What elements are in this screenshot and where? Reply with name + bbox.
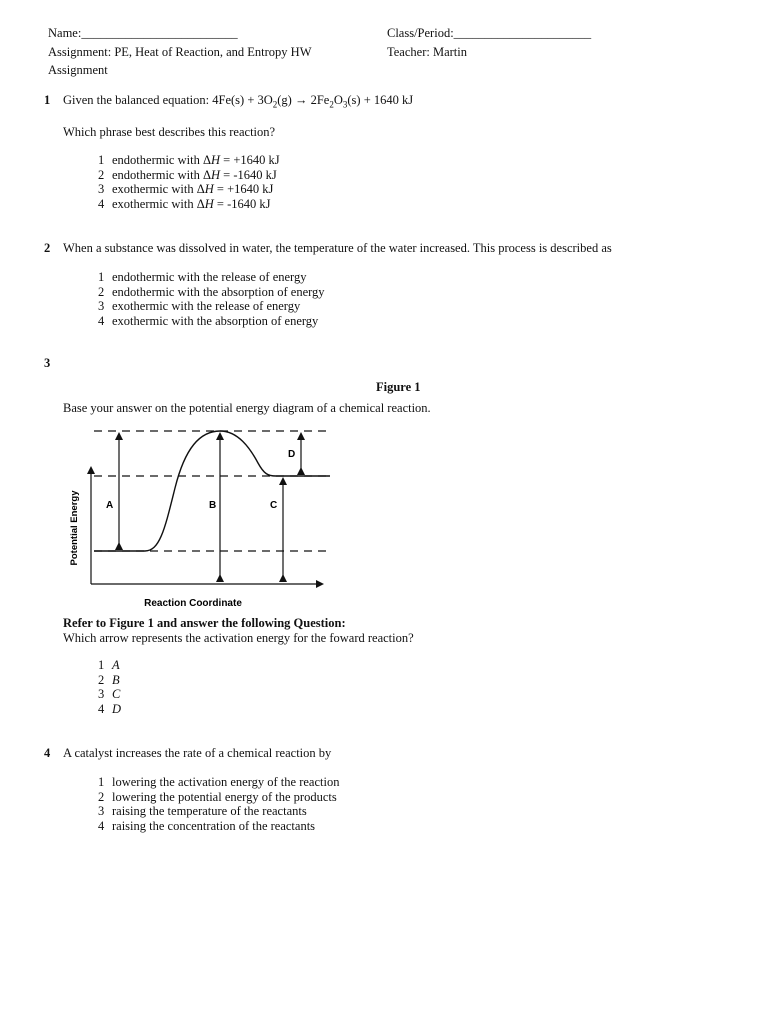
option-number: 1	[98, 775, 105, 789]
option-text: endothermic with Δ	[112, 153, 211, 167]
option-text: endothermic with the release of energy	[112, 270, 307, 284]
option-text: exothermic with Δ	[112, 196, 205, 211]
option-number: 3	[98, 804, 105, 818]
figure-caption: Base your answer on the potential energy diagram of a chemical reaction.	[63, 401, 431, 415]
option-text: C	[112, 687, 121, 701]
answer-option[interactable]	[98, 182, 273, 197]
option-number: 2	[98, 284, 105, 299]
answer-option[interactable]	[98, 153, 280, 168]
question-1-prompt: Which phrase best describes this reaction?	[63, 125, 276, 139]
option-number: 3	[98, 687, 105, 701]
option-number: 4	[98, 313, 105, 328]
answer-option[interactable]	[98, 299, 300, 314]
question-4-stem: A catalyst increases the rate of a chemical reaction by	[63, 746, 332, 760]
answer-option[interactable]	[98, 314, 318, 329]
option-text: exothermic with the release of energy	[112, 299, 301, 313]
answer-option[interactable]	[98, 285, 325, 300]
option-number: 4	[98, 196, 105, 211]
q1-stem-mid: (g) → 2Fe	[277, 93, 330, 107]
option-text: endothermic with Δ	[112, 167, 211, 182]
answer-option[interactable]	[98, 658, 120, 673]
question-3-stem: Which arrow represents the activation energy for the foward reaction?	[63, 631, 414, 645]
refer-to-figure: Refer to Figure 1 and answer the following Question:	[63, 616, 346, 630]
option-number: 1	[98, 270, 105, 284]
option-number: 3	[98, 299, 105, 313]
option-number: 2	[98, 672, 105, 687]
option-variable: H	[204, 196, 214, 211]
option-text: B	[112, 672, 120, 687]
option-text: exothermic with the absorption of energy	[112, 313, 319, 328]
label-b: B	[209, 500, 217, 511]
name-field	[48, 26, 238, 41]
option-variable: H	[204, 182, 214, 196]
label-d: D	[288, 449, 296, 460]
question-1-number: 1	[44, 93, 51, 107]
option-text: lowering the potential energy of the products	[112, 789, 337, 804]
option-number: 2	[98, 167, 105, 182]
y-axis-label: Potential Energy	[69, 490, 80, 566]
q1-sub-2: 2	[329, 99, 334, 110]
option-text: A	[112, 658, 120, 672]
class-period-label: Class/Period:	[387, 26, 454, 40]
name-blank: _________________________	[81, 26, 238, 40]
assignment-title-cont: Assignment	[48, 63, 108, 77]
question-2-number: 2	[44, 241, 51, 255]
q1-stem-prefix: Given the balanced equation: 4Fe(s) + 3O	[63, 93, 273, 107]
option-number: 3	[98, 182, 105, 196]
answer-option[interactable]	[98, 197, 270, 212]
q1-sub-3: 3	[342, 99, 348, 110]
question-4-number: 4	[44, 746, 51, 760]
teacher: Teacher: Martin	[387, 45, 467, 59]
option-number: 1	[98, 153, 105, 167]
question-3-number: 3	[44, 356, 51, 370]
answer-option[interactable]	[98, 673, 120, 688]
option-text-end: = +1640 kJ	[220, 153, 280, 167]
option-text: raising the temperature of the reactants	[112, 804, 307, 818]
question-1-stem	[63, 93, 413, 110]
answer-option[interactable]	[98, 804, 307, 819]
option-variable: H	[211, 167, 221, 182]
x-axis-label: Reaction Coordinate	[144, 598, 242, 609]
answer-option[interactable]	[98, 687, 120, 702]
potential-energy-diagram	[60, 418, 350, 613]
option-number: 2	[98, 789, 105, 804]
answer-option[interactable]	[98, 270, 306, 285]
answer-option[interactable]	[98, 775, 339, 790]
answer-option[interactable]	[98, 790, 337, 805]
option-variable: H	[211, 153, 221, 167]
option-number: 1	[98, 658, 105, 672]
question-2-stem: When a substance was dissolved in water, the temperature of the water increased. This process is described as	[63, 241, 612, 255]
option-text: raising the concentration of the reactants	[112, 818, 316, 833]
option-text: D	[112, 701, 122, 716]
q1-sub-1: 2	[272, 99, 278, 110]
assignment-title: Assignment: PE, Heat of Reaction, and Entropy HW	[48, 45, 312, 59]
q1-stem-mid2: O	[333, 93, 343, 107]
option-text-end: = +1640 kJ	[213, 182, 274, 196]
option-text: exothermic with Δ	[112, 182, 205, 196]
option-text: endothermic with the absorption of energy	[112, 284, 325, 299]
class-period-field	[387, 26, 591, 41]
answer-option[interactable]	[98, 702, 121, 717]
class-period-blank: ______________________	[453, 26, 592, 40]
name-label: Name:	[48, 26, 82, 40]
option-number: 4	[98, 818, 105, 833]
answer-option[interactable]	[98, 168, 277, 183]
option-text-end: = -1640 kJ	[213, 196, 271, 211]
option-text-end: = -1640 kJ	[220, 167, 277, 182]
label-a: A	[106, 500, 114, 511]
q1-stem-suffix: (s) + 1640 kJ	[347, 93, 414, 107]
label-c: C	[270, 500, 278, 511]
answer-option[interactable]	[98, 819, 315, 834]
option-text: lowering the activation energy of the reaction	[112, 775, 340, 789]
figure-title: Figure 1	[376, 380, 421, 394]
option-number: 4	[98, 701, 105, 716]
